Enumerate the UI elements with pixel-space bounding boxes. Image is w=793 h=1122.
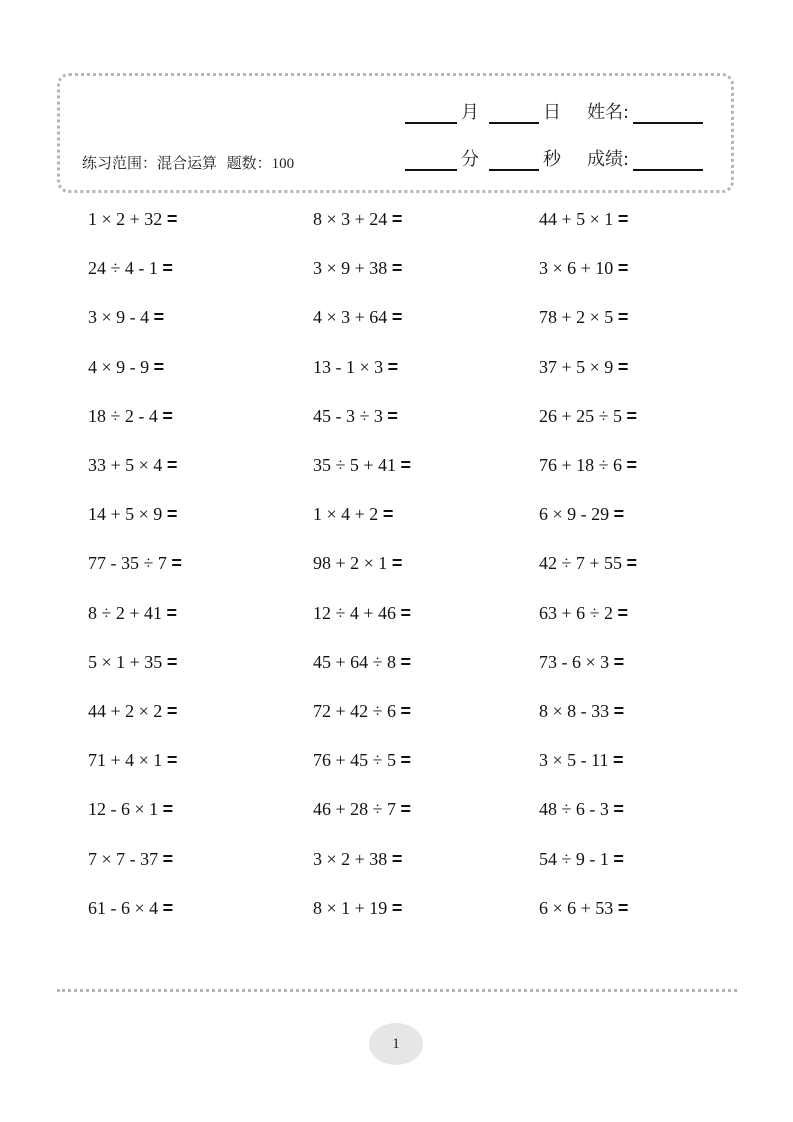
problem-expression: 54 ÷ 9 - 1 xyxy=(539,848,609,869)
problem-item xyxy=(88,455,177,476)
practice-scope xyxy=(82,152,294,173)
equals-sign: = xyxy=(166,750,178,771)
equals-sign: = xyxy=(166,455,178,475)
problem-item xyxy=(88,799,173,820)
day-blank[interactable] xyxy=(489,102,539,124)
equals-sign: = xyxy=(613,701,625,721)
problem-item xyxy=(539,307,628,328)
problem-item xyxy=(313,750,411,771)
problem-expression: 48 ÷ 6 - 3 xyxy=(539,799,609,820)
equals-sign: = xyxy=(613,504,625,525)
equals-sign: = xyxy=(162,405,173,426)
problem-expression: 37 + 5 × 9 xyxy=(539,356,614,377)
score-label: 成绩: xyxy=(587,149,630,170)
problem-expression: 98 + 2 × 1 xyxy=(313,553,388,574)
problem-expression: 73 - 6 × 3 xyxy=(539,651,610,672)
problem-item xyxy=(313,799,411,820)
problem-item xyxy=(539,455,637,476)
page-number: 1 xyxy=(392,1035,400,1052)
problem-expression: 46 + 28 ÷ 7 xyxy=(313,799,397,820)
problem-expression: 14 + 5 × 9 xyxy=(88,504,163,525)
time-score-row xyxy=(405,149,703,171)
equals-sign: = xyxy=(626,405,638,426)
problem-expression: 33 + 5 × 4 xyxy=(88,455,163,475)
equals-sign: = xyxy=(166,701,178,721)
problem-expression: 77 - 35 ÷ 7 xyxy=(88,553,167,574)
problem-item xyxy=(88,258,173,279)
problem-expression: 63 + 6 ÷ 2 xyxy=(539,602,614,623)
month-blank[interactable] xyxy=(405,102,457,124)
problem-expression: 3 × 9 - 4 xyxy=(88,307,150,328)
problem-item xyxy=(313,209,402,230)
equals-sign: = xyxy=(162,848,174,869)
equals-sign: = xyxy=(391,209,403,229)
problem-expression: 12 ÷ 4 + 46 xyxy=(313,602,397,623)
equals-sign: = xyxy=(171,553,182,574)
problem-expression: 35 ÷ 5 + 41 xyxy=(313,455,397,475)
equals-sign: = xyxy=(162,897,174,918)
equals-sign: = xyxy=(387,405,398,426)
count-value: 100 xyxy=(271,156,295,172)
problem-item xyxy=(539,504,624,525)
equals-sign: = xyxy=(400,651,412,672)
problem-expression: 8 × 1 + 19 xyxy=(313,897,388,918)
problem-expression: 1 × 4 + 2 xyxy=(313,504,379,525)
problem-expression: 78 + 2 × 5 xyxy=(539,307,614,328)
equals-sign: = xyxy=(391,553,403,574)
score-blank[interactable] xyxy=(633,149,703,171)
equals-sign: = xyxy=(400,602,412,623)
problem-expression: 7 × 7 - 37 xyxy=(88,848,159,869)
problem-expression: 3 × 9 + 38 xyxy=(313,258,388,279)
problem-expression: 3 × 6 + 10 xyxy=(539,258,614,279)
problem-expression: 5 × 1 + 35 xyxy=(88,651,163,672)
equals-sign: = xyxy=(612,750,624,771)
problem-item xyxy=(539,652,624,673)
problem-item xyxy=(313,504,393,525)
equals-sign: = xyxy=(613,848,624,869)
problem-expression: 61 - 6 × 4 xyxy=(88,897,159,918)
problem-expression: 1 × 2 + 32 xyxy=(88,209,163,229)
problem-item xyxy=(313,357,398,378)
problem-item xyxy=(313,898,402,919)
equals-sign: = xyxy=(617,897,629,918)
problem-item xyxy=(539,357,628,378)
equals-sign: = xyxy=(617,307,629,328)
problem-expression: 4 × 9 - 9 xyxy=(88,356,150,377)
problem-item xyxy=(313,553,402,574)
count-label: 题数： xyxy=(226,154,272,172)
problem-expression: 45 - 3 ÷ 3 xyxy=(313,405,383,426)
equals-sign: = xyxy=(391,307,403,328)
problem-expression: 76 + 45 ÷ 5 xyxy=(313,750,397,771)
problem-item xyxy=(313,652,411,673)
equals-sign: = xyxy=(613,799,624,820)
minute-blank[interactable] xyxy=(405,149,457,171)
minute-label: 分 xyxy=(461,149,479,170)
equals-sign: = xyxy=(153,356,165,377)
problem-item xyxy=(539,849,624,870)
problem-item xyxy=(88,357,164,378)
equals-sign: = xyxy=(400,455,412,475)
equals-sign: = xyxy=(626,455,638,475)
equals-sign: = xyxy=(162,799,174,820)
problem-item xyxy=(88,652,177,673)
problem-item xyxy=(88,209,177,230)
equals-sign: = xyxy=(153,307,165,328)
problem-item xyxy=(88,553,182,574)
equals-sign: = xyxy=(626,553,638,574)
equals-sign: = xyxy=(382,504,394,525)
footer-divider xyxy=(57,989,737,992)
problem-item xyxy=(313,406,398,427)
problem-item xyxy=(313,307,402,328)
equals-sign: = xyxy=(162,258,173,279)
problem-expression: 76 + 18 ÷ 6 xyxy=(539,455,623,475)
equals-sign: = xyxy=(617,209,629,229)
problem-item xyxy=(88,504,177,525)
problem-expression: 4 × 3 + 64 xyxy=(313,307,388,328)
problem-expression: 24 ÷ 4 - 1 xyxy=(88,258,158,279)
problem-expression: 18 ÷ 2 - 4 xyxy=(88,405,158,426)
equals-sign: = xyxy=(387,356,399,377)
problem-item xyxy=(88,406,173,427)
equals-sign: = xyxy=(400,701,412,721)
problem-item xyxy=(539,258,628,279)
problem-expression: 8 × 3 + 24 xyxy=(313,209,388,229)
equals-sign: = xyxy=(617,258,629,279)
problem-item xyxy=(539,603,628,624)
equals-sign: = xyxy=(166,651,178,672)
equals-sign: = xyxy=(391,897,403,918)
problem-item xyxy=(88,603,177,624)
second-blank[interactable] xyxy=(489,149,539,171)
problem-item xyxy=(88,307,164,328)
problem-expression: 44 + 2 × 2 xyxy=(88,701,163,721)
problem-item xyxy=(88,849,173,870)
problem-expression: 72 + 42 ÷ 6 xyxy=(313,701,397,721)
name-label: 姓名: xyxy=(587,102,630,123)
problem-expression: 8 ÷ 2 + 41 xyxy=(88,602,163,623)
problem-item xyxy=(88,750,177,771)
problem-item xyxy=(539,898,628,919)
month-label: 月 xyxy=(461,102,479,123)
equals-sign: = xyxy=(166,209,178,229)
equals-sign: = xyxy=(391,848,403,869)
problem-expression: 13 - 1 × 3 xyxy=(313,356,384,377)
problem-item xyxy=(539,406,637,427)
problem-item xyxy=(88,701,177,722)
equals-sign: = xyxy=(400,799,412,820)
equals-sign: = xyxy=(391,258,403,279)
problem-expression: 8 × 8 - 33 xyxy=(539,701,610,721)
problem-expression: 6 × 6 + 53 xyxy=(539,897,614,918)
problem-item xyxy=(313,603,411,624)
equals-sign: = xyxy=(166,504,178,525)
problem-expression: 3 × 2 + 38 xyxy=(313,848,388,869)
problem-expression: 45 + 64 ÷ 8 xyxy=(313,651,397,672)
second-label: 秒 xyxy=(543,149,561,170)
problem-item xyxy=(313,849,402,870)
equals-sign: = xyxy=(166,602,178,623)
equals-sign: = xyxy=(613,651,625,672)
equals-sign: = xyxy=(617,602,629,623)
equals-sign: = xyxy=(400,750,412,771)
problem-expression: 6 × 9 - 29 xyxy=(539,504,610,525)
page-number-badge xyxy=(369,1023,423,1065)
problem-expression: 42 ÷ 7 + 55 xyxy=(539,553,623,574)
problem-item xyxy=(539,701,624,722)
problem-expression: 12 - 6 × 1 xyxy=(88,799,159,820)
problem-item xyxy=(539,553,637,574)
problem-item xyxy=(313,455,411,476)
scope-label: 练习范围：混合运算 xyxy=(82,154,218,172)
problem-expression: 71 + 4 × 1 xyxy=(88,750,163,771)
problem-expression: 3 × 5 - 11 xyxy=(539,750,609,771)
problem-item xyxy=(88,898,173,919)
date-name-row xyxy=(405,102,703,124)
equals-sign: = xyxy=(617,356,629,377)
name-blank[interactable] xyxy=(633,102,703,124)
problem-expression: 26 + 25 ÷ 5 xyxy=(539,405,623,426)
problem-item xyxy=(539,209,628,230)
problem-expression: 44 + 5 × 1 xyxy=(539,209,614,229)
problem-item xyxy=(313,701,411,722)
problem-item xyxy=(313,258,402,279)
problem-item xyxy=(539,750,624,771)
worksheet-header xyxy=(57,73,734,193)
day-label: 日 xyxy=(543,102,561,123)
problem-item xyxy=(539,799,624,820)
